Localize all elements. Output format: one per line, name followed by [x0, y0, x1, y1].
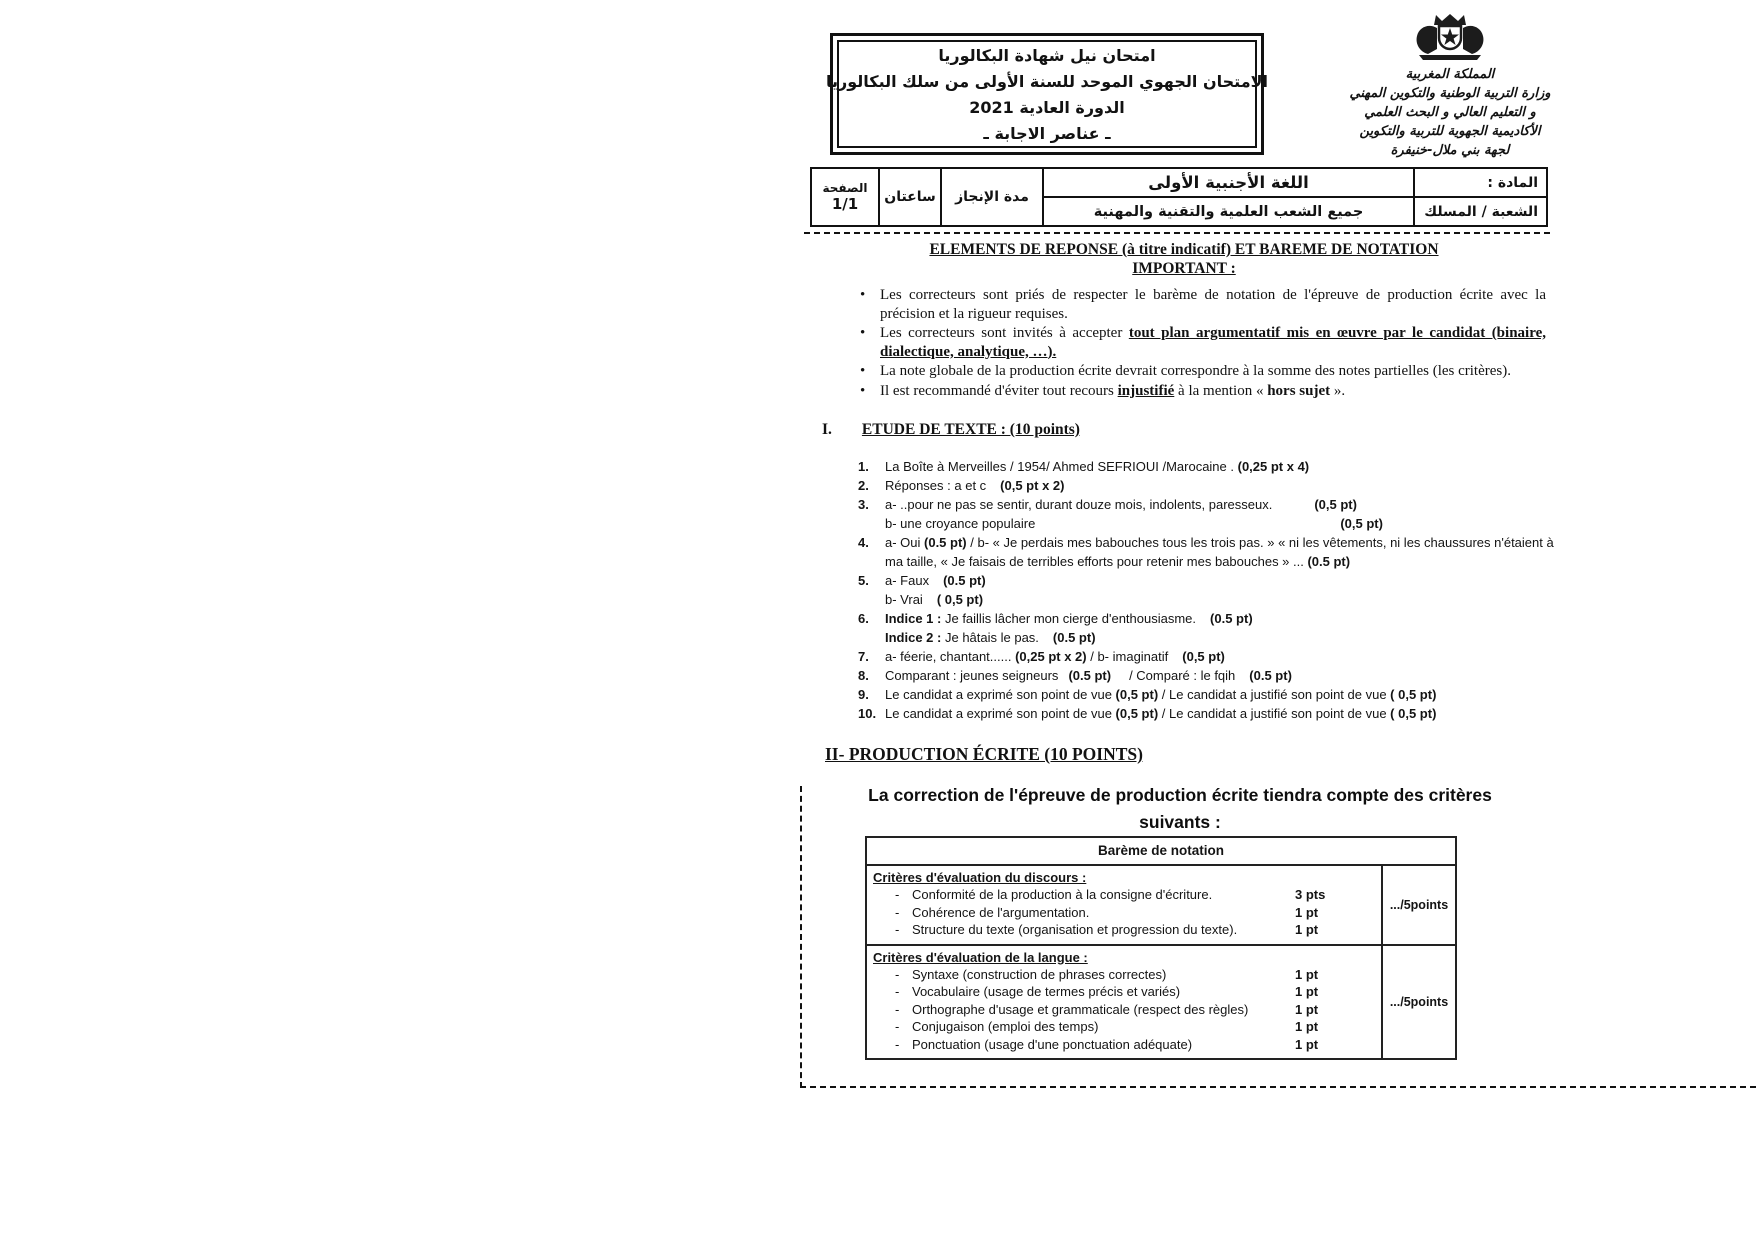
notice-bullet: [858, 362, 1546, 381]
answer-body: [885, 533, 1560, 571]
ministry-line-education: و التعليم العالي و البحث العلمي: [1364, 105, 1536, 120]
bottom-dashed-border: [800, 1086, 1756, 1088]
answer-body: [885, 647, 1560, 666]
bareme-row: [867, 983, 1381, 1001]
document-area: [800, 0, 1757, 1242]
text-segment: injustifié: [1117, 382, 1175, 399]
answer-line: [885, 628, 1560, 647]
bareme-section-main: [867, 946, 1383, 1059]
text-segment: ».: [1330, 382, 1346, 399]
text-segment: a- Oui: [885, 535, 925, 550]
answer-line: [885, 476, 1560, 495]
page-label: الصفحة: [822, 181, 868, 195]
answer-number: 4.: [858, 535, 869, 550]
bareme-row: [867, 904, 1381, 922]
text-segment: ( 0,5 pt): [936, 592, 984, 607]
text-segment: (0,5 pt): [1115, 687, 1159, 702]
answer-body: [885, 685, 1560, 704]
answer-line: [885, 514, 1560, 533]
answer-line: [885, 533, 1560, 571]
duration-label-cell: مدة الإنجاز: [940, 167, 1044, 227]
page-cell: [810, 167, 880, 227]
branch-value: جميع الشعب العلمية والتقنية والمهنية: [1093, 203, 1364, 220]
bareme-row-points: 1 pt: [1295, 1001, 1319, 1017]
text-segment: Les correcteurs sont priés de respecter le barème de notation de l'épreuve de production écrite avec la précision et la rigueur requises.: [880, 287, 1546, 322]
text-segment: Indice 2 :: [885, 630, 942, 645]
subject-cell: [1042, 167, 1415, 227]
answer-body: [885, 704, 1560, 723]
text-segment: La note globale de la production écrite devrait correspondre à la somme des notes partielles (les critères).: [880, 363, 1511, 379]
text-segment: (0.5 pt): [1068, 668, 1112, 683]
ministry-line-region: لجهة بني ملال-خنيفرة: [1390, 143, 1510, 158]
etude-items: [858, 457, 1560, 723]
answer-body: [885, 666, 1560, 685]
text-segment: (0.5 pt): [1307, 554, 1351, 569]
left-dashed-border: [800, 786, 802, 1088]
text-segment: a- ..pour ne pas se sentir, durant douze mois, indolents, paresseux.: [885, 497, 1273, 512]
answer-line: [885, 590, 1560, 609]
answer-line: [885, 571, 1560, 590]
bareme-row-points: 3 pts: [1295, 887, 1326, 902]
answer-line: [885, 704, 1560, 723]
answer-body: [885, 571, 1560, 609]
text-segment: / Le candidat a justifié son point de vue: [1158, 687, 1391, 702]
bareme-title: Barème de notation: [867, 838, 1455, 866]
text-segment: Je hâtais le pas.: [941, 630, 1039, 645]
answer-item: [858, 571, 1560, 609]
text-segment: Indice 1 :: [885, 611, 942, 626]
text-segment: / b- « Je perdais mes babouches tous les trois pas. » « ni les vêtements, ni les chaussures n'étaient à ma taille, « Je faisais de terribles efforts pour retenir mes babouches » ...: [885, 535, 1554, 569]
bareme-row-points: 1 pt: [1295, 904, 1319, 920]
text-segment: (0,5 pt): [1340, 516, 1383, 531]
bareme-row-points: 1 pt: [1295, 1019, 1319, 1034]
bareme-row-label: - Orthographe d'usage et grammaticale (respect des règles): [912, 1001, 1249, 1017]
answer-item: [858, 647, 1560, 666]
bareme-row-label: - Syntaxe (construction de phrases correctes): [912, 966, 1167, 982]
answer-number: 1.: [858, 459, 869, 474]
bareme-row: [867, 966, 1381, 984]
notice-section: [820, 240, 1548, 401]
section-1-title: ETUDE DE TEXTE : (10 points): [861, 421, 1080, 438]
section-1-heading: [822, 421, 1080, 439]
elements-heading: ELEMENTS DE REPONSE (à titre indicatif) ET BAREME DE NOTATION: [929, 241, 1439, 258]
text-segment: b- Vrai: [885, 592, 923, 607]
bareme-row-label: - Cohérence de l'argumentation.: [912, 904, 1090, 920]
answer-item: [858, 685, 1560, 704]
text-segment: (0,5 pt x 2): [1000, 478, 1065, 493]
text-segment: / Comparé : le fqih: [1129, 668, 1236, 683]
text-segment: Comparant : jeunes seigneurs: [885, 668, 1059, 683]
text-segment: a- féerie, chantant......: [885, 649, 1016, 664]
bareme-row: [867, 1018, 1381, 1036]
text-segment: ( 0,5 pt): [1390, 687, 1437, 702]
text-segment: (0,5 pt): [1115, 706, 1159, 721]
exam-title-line-1: امتحان نيل شهادة البكالوريا: [938, 45, 1156, 65]
answer-number: 7.: [858, 649, 869, 664]
ministry-line-kingdom: المملكة المغربية: [1405, 67, 1495, 82]
coat-of-arms-icon: [1406, 10, 1494, 62]
notice-bullet: [858, 324, 1546, 361]
answer-number: 2.: [858, 478, 869, 493]
text-segment: Il est recommandé d'éviter tout recours: [880, 382, 1118, 399]
text-segment: Je faillis lâcher mon cierge d'enthousiasme.: [941, 611, 1197, 626]
text-segment: Le candidat a exprimé son point de vue: [885, 706, 1116, 721]
text-segment: hors sujet: [1267, 382, 1331, 399]
bareme-row-label: - Conjugaison (emploi des temps): [912, 1019, 1099, 1034]
section-2-heading: II- PRODUCTION ÉCRITE (10 POINTS): [825, 744, 1143, 764]
answer-body: [885, 476, 1560, 495]
bareme-section-total: .../5points: [1389, 994, 1449, 1009]
text-segment: a- Faux: [885, 573, 930, 588]
answer-line: [885, 495, 1560, 514]
exam-info-table: [810, 167, 1548, 227]
text-segment: / Le candidat a justifié son point de vue: [1158, 706, 1391, 721]
answer-item: [858, 609, 1560, 647]
text-segment: Réponses : a et c: [885, 478, 987, 493]
text-segment: (0,5 pt): [1314, 497, 1357, 512]
text-segment: (0.5 pt): [1249, 668, 1292, 683]
text-segment: (0.5 pt): [1052, 630, 1096, 645]
bareme-row-points: 1 pt: [1295, 922, 1319, 937]
important-heading: IMPORTANT :: [1132, 260, 1236, 277]
text-segment: à la mention «: [1174, 382, 1268, 399]
bareme-section-header: Critères d'évaluation du discours :: [873, 870, 1087, 885]
production-intro: La correction de l'épreuve de production écrite tiendra compte des critères suivants :: [868, 785, 1492, 832]
answer-item: [858, 533, 1560, 571]
answer-body: [885, 609, 1560, 647]
bareme-section-main: [867, 866, 1383, 946]
answer-number: 6.: [858, 611, 869, 626]
subject-label: المادة :: [1415, 169, 1546, 198]
answer-number: 3.: [858, 497, 869, 512]
answer-item: [858, 476, 1560, 495]
answer-line: [885, 666, 1560, 685]
duration-value-cell: ساعتان: [878, 167, 942, 227]
bareme-row: [867, 1036, 1381, 1054]
bareme-row-label: - Vocabulaire (usage de termes précis et variés): [912, 984, 1181, 999]
text-segment: tout plan argumentatif mis en œuvre par le candidat (binaire, dialectique, analytique, …).: [880, 325, 1546, 360]
bareme-row: [867, 921, 1381, 939]
exam-title-inner: [826, 40, 1268, 148]
ministry-block: [1300, 10, 1600, 160]
subject-value: اللغة الأجنبية الأولى: [1044, 169, 1413, 198]
answer-item: [858, 495, 1560, 533]
text-segment: (0,5 pt): [1182, 649, 1225, 664]
text-segment: (0,25 pt x 2): [1015, 649, 1087, 664]
bareme-row-label: - Conformité de la production à la consigne d'écriture.: [912, 887, 1213, 902]
text-segment: / b- imaginatif: [1086, 649, 1169, 664]
header-dashed-separator: [804, 232, 1550, 234]
text-segment: (0.5 pt): [924, 535, 967, 550]
bareme-section-header: Critères d'évaluation de la langue :: [873, 949, 1088, 965]
answer-number: 5.: [858, 573, 869, 588]
ministry-line-ministry: وزارة التربية الوطنية والتكوين المهني: [1349, 86, 1551, 101]
answer-line: [885, 685, 1560, 704]
answer-item: [858, 666, 1560, 685]
answer-line: [885, 647, 1560, 666]
bareme-row-points: 1 pt: [1295, 966, 1319, 982]
answer-body: [885, 495, 1560, 533]
answer-number: 9.: [858, 687, 869, 702]
text-segment: (0,25 pt x 4): [1237, 459, 1310, 474]
bareme-table: [865, 836, 1457, 1060]
notice-bullet: [858, 382, 1546, 401]
answer-number: 10.: [858, 706, 877, 721]
text-segment: Les correcteurs sont invités à accepter: [880, 325, 1129, 341]
bareme-row-points: 1 pt: [1295, 1036, 1319, 1052]
ministry-line-academy: الأكاديمية الجهوية للتربية والتكوين: [1359, 124, 1541, 139]
answer-line: [885, 609, 1560, 628]
bareme-row-label: - Ponctuation (usage d'une ponctuation adéquate): [912, 1036, 1193, 1052]
bareme-section-total: .../5points: [1383, 866, 1455, 946]
bareme-row: [867, 886, 1381, 904]
answer-item: [858, 704, 1560, 723]
text-segment: (0.5 pt): [1210, 611, 1253, 626]
answer-body: [885, 457, 1560, 476]
section-1-numeral: I.: [822, 421, 832, 438]
answer-number: 8.: [858, 668, 869, 683]
answer-item: [858, 457, 1560, 476]
labels-cell: [1413, 167, 1548, 227]
exam-title-box: [826, 33, 1268, 155]
answer-line: [885, 457, 1560, 476]
branch-label: الشعبة / المسلك: [1424, 203, 1538, 220]
notice-bullet: [858, 286, 1546, 323]
bareme-row-label: - Structure du texte (organisation et progression du texte).: [912, 922, 1238, 937]
text-segment: (0.5 pt): [943, 573, 986, 588]
text-segment: ( 0,5 pt): [1390, 706, 1437, 721]
text-segment: La Boîte à Merveilles / 1954/ Ahmed SEFRIOUI /Marocaine .: [885, 459, 1238, 474]
exam-title-line-4: ـ عناصر الاجابة ـ: [983, 123, 1111, 143]
exam-title-line-3: الدورة العادية 2021: [969, 97, 1125, 117]
notice-bullets: [820, 286, 1548, 400]
text-segment: Le candidat a exprimé son point de vue: [885, 687, 1116, 702]
text-segment: b- une croyance populaire: [885, 516, 1036, 531]
bareme-row-points: 1 pt: [1295, 984, 1319, 999]
exam-title-line-2: الامتحان الجهوي الموحد للسنة الأولى من سلك البكالوريا: [826, 71, 1268, 91]
page-value: 1/1: [831, 195, 859, 213]
bareme-row: [867, 1001, 1381, 1019]
